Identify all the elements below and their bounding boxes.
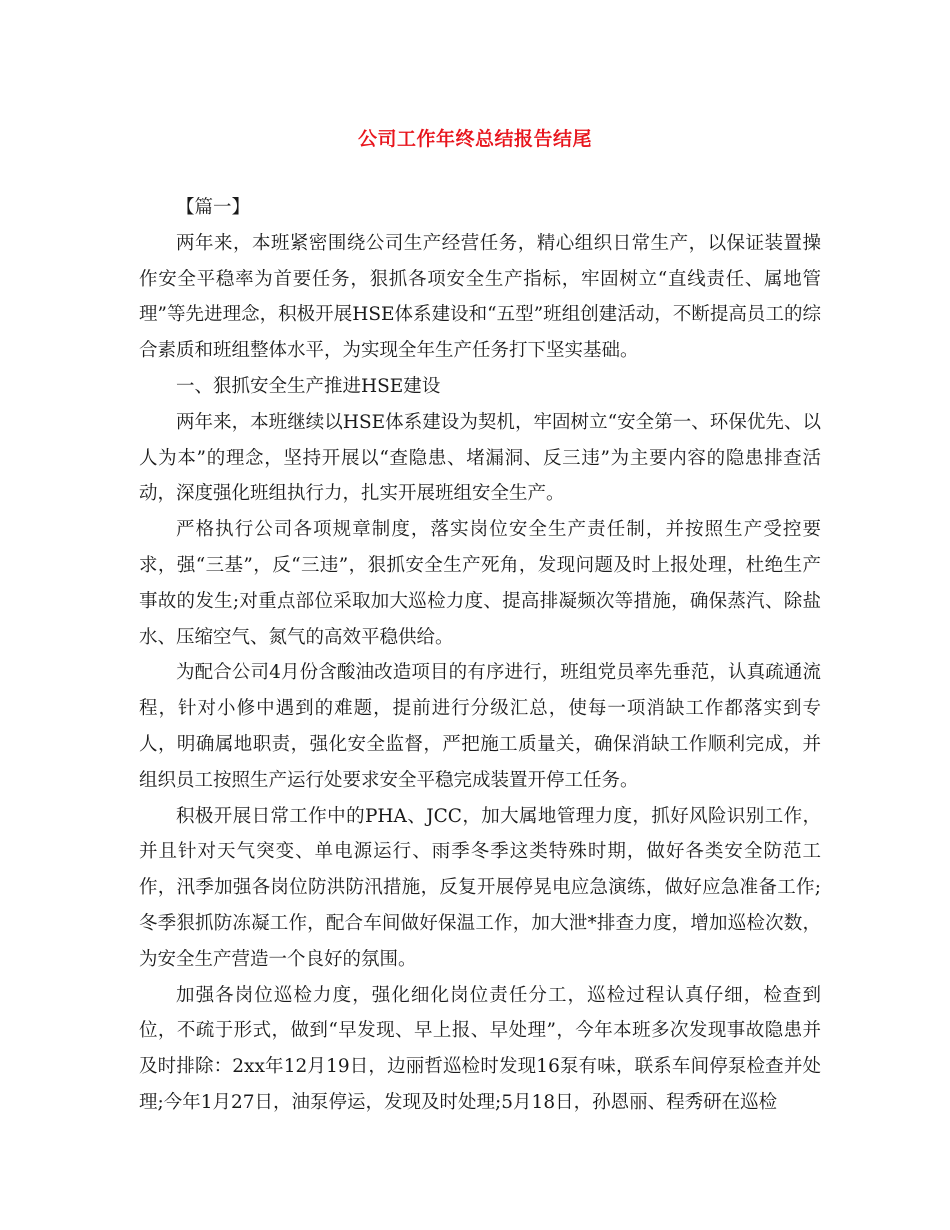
paragraph: 加强各岗位巡检力度，强化细化岗位责任分工，巡检过程认真仔细，检查到位，不疏于形式，做到“早发现、早上报、早处理”，今年本班多次发现事故隐患并及时排除：2xx年12月19日，边丽哲巡检时发现16泵有味，联系车间停泵检查并处理;今年1月27日，油泵停运，发现及时处理;5月18日，孙恩丽、程秀研在巡检 <box>139 984 821 1113</box>
paragraph: 为配合公司4月份含酸油改造项目的有序进行，班组党员率先垂范，认真疏通流程，针对小修中遇到的难题，提前进行分级汇总，使每一项消缺工作都落实到专人，明确属地职责，强化安全监督，严把施工质量关，确保消缺工作顺利完成，并组织员工按照生产运行处要求安全平稳完成装置开停工任务。 <box>139 662 821 791</box>
paragraph: 严格执行公司各项规章制度，落实岗位安全生产责任制，并按照生产受控要求，强“三基”，反“三违”，狠抓安全生产死角，发现问题及时上报处理，杜绝生产事故的发生;对重点部位采取加大巡检力度、提高排凝频次等措施，确保蒸汽、除盐水、压缩空气、氮气的高效平稳供给。 <box>139 519 821 648</box>
document-title: 公司工作年终总结报告结尾 <box>357 128 592 150</box>
section-heading: 一、狠抓安全生产推进HSE建设 <box>176 375 441 397</box>
section-tag: 【篇一】 <box>176 197 251 218</box>
paragraph: 两年来，本班紧密围绕公司生产经营任务，精心组织日常生产，以保证装置操作安全平稳率为首要任务，狠抓各项安全生产指标，牢固树立“直线责任、属地管理”等先进理念，积极开展HSE体系建设和“五型”班组创建活动，不断提高员工的综合素质和班组整体水平，为实现全年生产任务打下坚实基础。 <box>139 232 821 362</box>
paragraph: 积极开展日常工作中的PHA、JCC，加大属地管理力度，抓好风险识别工作，并且针对天气突变、单电源运行、雨季冬季这类特殊时期，做好各类安全防范工作，汛季加强各岗位防洪防汛措施，反复开展停晃电应急演练，做好应急准备工作;冬季狠抓防冻凝工作，配合车间做好保温工作，加大泄*排查力度，增加巡检次数，为安全生产营造一个良好的氛围。 <box>139 805 821 970</box>
document-body <box>139 190 821 1121</box>
paragraph: 两年来，本班继续以HSE体系建设为契机，牢固树立“安全第一、环保优先、以人为本”的理念，坚持开展以“查隐患、堵漏洞、反三违”为主要内容的隐患排查活动，深度强化班组执行力，扎实开展班组安全生产。 <box>139 411 821 505</box>
